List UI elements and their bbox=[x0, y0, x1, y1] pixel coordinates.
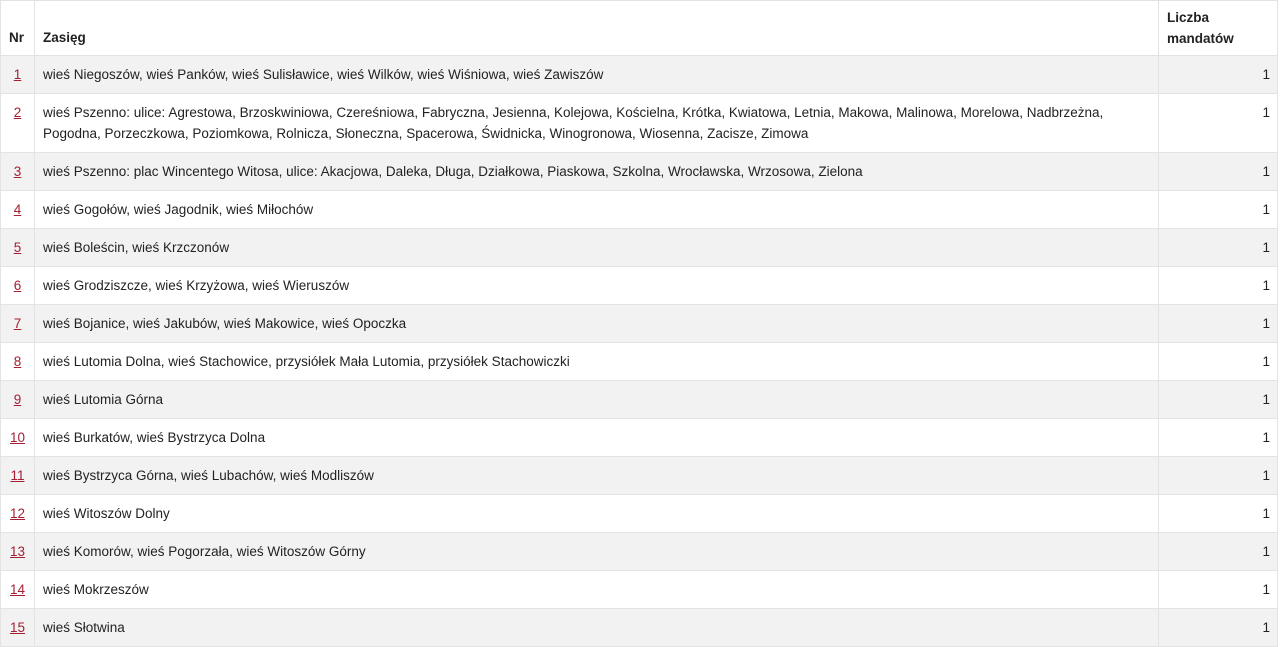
table-row bbox=[1, 343, 1278, 381]
row-nr-cell bbox=[1, 533, 35, 571]
table-row bbox=[1, 571, 1278, 609]
table-row bbox=[1, 94, 1278, 153]
row-range-cell: wieś Komorów, wieś Pogorzała, wieś Witoszów Górny bbox=[35, 533, 1159, 571]
row-nr-cell bbox=[1, 56, 35, 94]
table-row bbox=[1, 419, 1278, 457]
table-row bbox=[1, 153, 1278, 191]
district-link[interactable]: 2 bbox=[13, 105, 22, 120]
district-link[interactable]: 15 bbox=[9, 620, 26, 635]
table-row bbox=[1, 305, 1278, 343]
row-seats-cell: 1 bbox=[1159, 533, 1278, 571]
row-nr-cell bbox=[1, 343, 35, 381]
district-link[interactable]: 1 bbox=[13, 67, 22, 82]
row-seats-cell: 1 bbox=[1159, 495, 1278, 533]
district-link[interactable]: 3 bbox=[13, 164, 22, 179]
row-range-cell: wieś Lutomia Dolna, wieś Stachowice, przysiółek Mała Lutomia, przysiółek Stachowiczki bbox=[35, 343, 1159, 381]
district-link[interactable]: 14 bbox=[9, 582, 26, 597]
row-range-cell: wieś Witoszów Dolny bbox=[35, 495, 1159, 533]
row-range-cell: wieś Niegoszów, wieś Panków, wieś Sulisławice, wieś Wilków, wieś Wiśniowa, wieś Zawiszów bbox=[35, 56, 1159, 94]
row-range-cell: wieś Gogołów, wieś Jagodnik, wieś Miłochów bbox=[35, 191, 1159, 229]
district-link[interactable]: 5 bbox=[13, 240, 22, 255]
row-seats-cell: 1 bbox=[1159, 419, 1278, 457]
row-range-cell: wieś Pszenno: ulice: Agrestowa, Brzoskwiniowa, Czereśniowa, Fabryczna, Jesienna, Kolejowa, Kościelna, Krótka, Kwiatowa, Letnia, Makowa, Malinowa, Morelowa, Nadbrzeżna, Pogodna, Porzeczkowa, Poziomkowa, Rolnicza, Słoneczna, Spacerowa, Świdnicka, Winogronowa, Wiosenna, Zacisze, Zimowa bbox=[35, 94, 1159, 153]
row-nr-cell bbox=[1, 305, 35, 343]
district-link[interactable]: 13 bbox=[9, 544, 26, 559]
table-row bbox=[1, 609, 1278, 647]
row-nr-cell bbox=[1, 381, 35, 419]
row-seats-cell: 1 bbox=[1159, 457, 1278, 495]
district-link[interactable]: 8 bbox=[13, 354, 22, 369]
row-seats-cell: 1 bbox=[1159, 305, 1278, 343]
district-link[interactable]: 10 bbox=[9, 430, 26, 445]
row-nr-cell bbox=[1, 419, 35, 457]
row-range-cell: wieś Bystrzyca Górna, wieś Lubachów, wieś Modliszów bbox=[35, 457, 1159, 495]
row-nr-cell bbox=[1, 229, 35, 267]
district-link[interactable]: 7 bbox=[13, 316, 22, 331]
row-seats-cell: 1 bbox=[1159, 229, 1278, 267]
row-range-cell: wieś Boleścin, wieś Krzczonów bbox=[35, 229, 1159, 267]
row-seats-cell: 1 bbox=[1159, 191, 1278, 229]
row-seats-cell: 1 bbox=[1159, 609, 1278, 647]
row-range-cell: wieś Burkatów, wieś Bystrzyca Dolna bbox=[35, 419, 1159, 457]
district-link[interactable]: 11 bbox=[10, 468, 25, 483]
header-range: Zasięg bbox=[35, 1, 1159, 56]
table-row bbox=[1, 191, 1278, 229]
row-seats-cell: 1 bbox=[1159, 94, 1278, 153]
header-seats: Liczba mandatów bbox=[1159, 1, 1278, 56]
district-link[interactable]: 9 bbox=[13, 392, 22, 407]
district-link[interactable]: 12 bbox=[9, 506, 26, 521]
table-row bbox=[1, 229, 1278, 267]
row-range-cell: wieś Słotwina bbox=[35, 609, 1159, 647]
table-row bbox=[1, 381, 1278, 419]
table-header-row bbox=[1, 1, 1278, 56]
row-seats-cell: 1 bbox=[1159, 153, 1278, 191]
table-row bbox=[1, 267, 1278, 305]
row-range-cell: wieś Pszenno: plac Wincentego Witosa, ulice: Akacjowa, Daleka, Długa, Działkowa, Piaskowa, Szkolna, Wrocławska, Wrzosowa, Zielona bbox=[35, 153, 1159, 191]
row-nr-cell bbox=[1, 609, 35, 647]
row-nr-cell bbox=[1, 571, 35, 609]
row-nr-cell bbox=[1, 94, 35, 153]
table-row bbox=[1, 533, 1278, 571]
row-range-cell: wieś Grodziszcze, wieś Krzyżowa, wieś Wieruszów bbox=[35, 267, 1159, 305]
row-seats-cell: 1 bbox=[1159, 381, 1278, 419]
row-seats-cell: 1 bbox=[1159, 571, 1278, 609]
row-nr-cell bbox=[1, 191, 35, 229]
district-link[interactable]: 4 bbox=[13, 202, 22, 217]
row-range-cell: wieś Bojanice, wieś Jakubów, wieś Makowice, wieś Opoczka bbox=[35, 305, 1159, 343]
table-row bbox=[1, 457, 1278, 495]
table-row bbox=[1, 495, 1278, 533]
header-nr: Nr bbox=[1, 1, 35, 56]
table-row bbox=[1, 56, 1278, 94]
row-nr-cell bbox=[1, 457, 35, 495]
row-seats-cell: 1 bbox=[1159, 267, 1278, 305]
row-range-cell: wieś Lutomia Górna bbox=[35, 381, 1159, 419]
row-nr-cell bbox=[1, 153, 35, 191]
row-seats-cell: 1 bbox=[1159, 56, 1278, 94]
row-range-cell: wieś Mokrzeszów bbox=[35, 571, 1159, 609]
row-seats-cell: 1 bbox=[1159, 343, 1278, 381]
district-link[interactable]: 6 bbox=[13, 278, 22, 293]
row-nr-cell bbox=[1, 495, 35, 533]
row-nr-cell bbox=[1, 267, 35, 305]
